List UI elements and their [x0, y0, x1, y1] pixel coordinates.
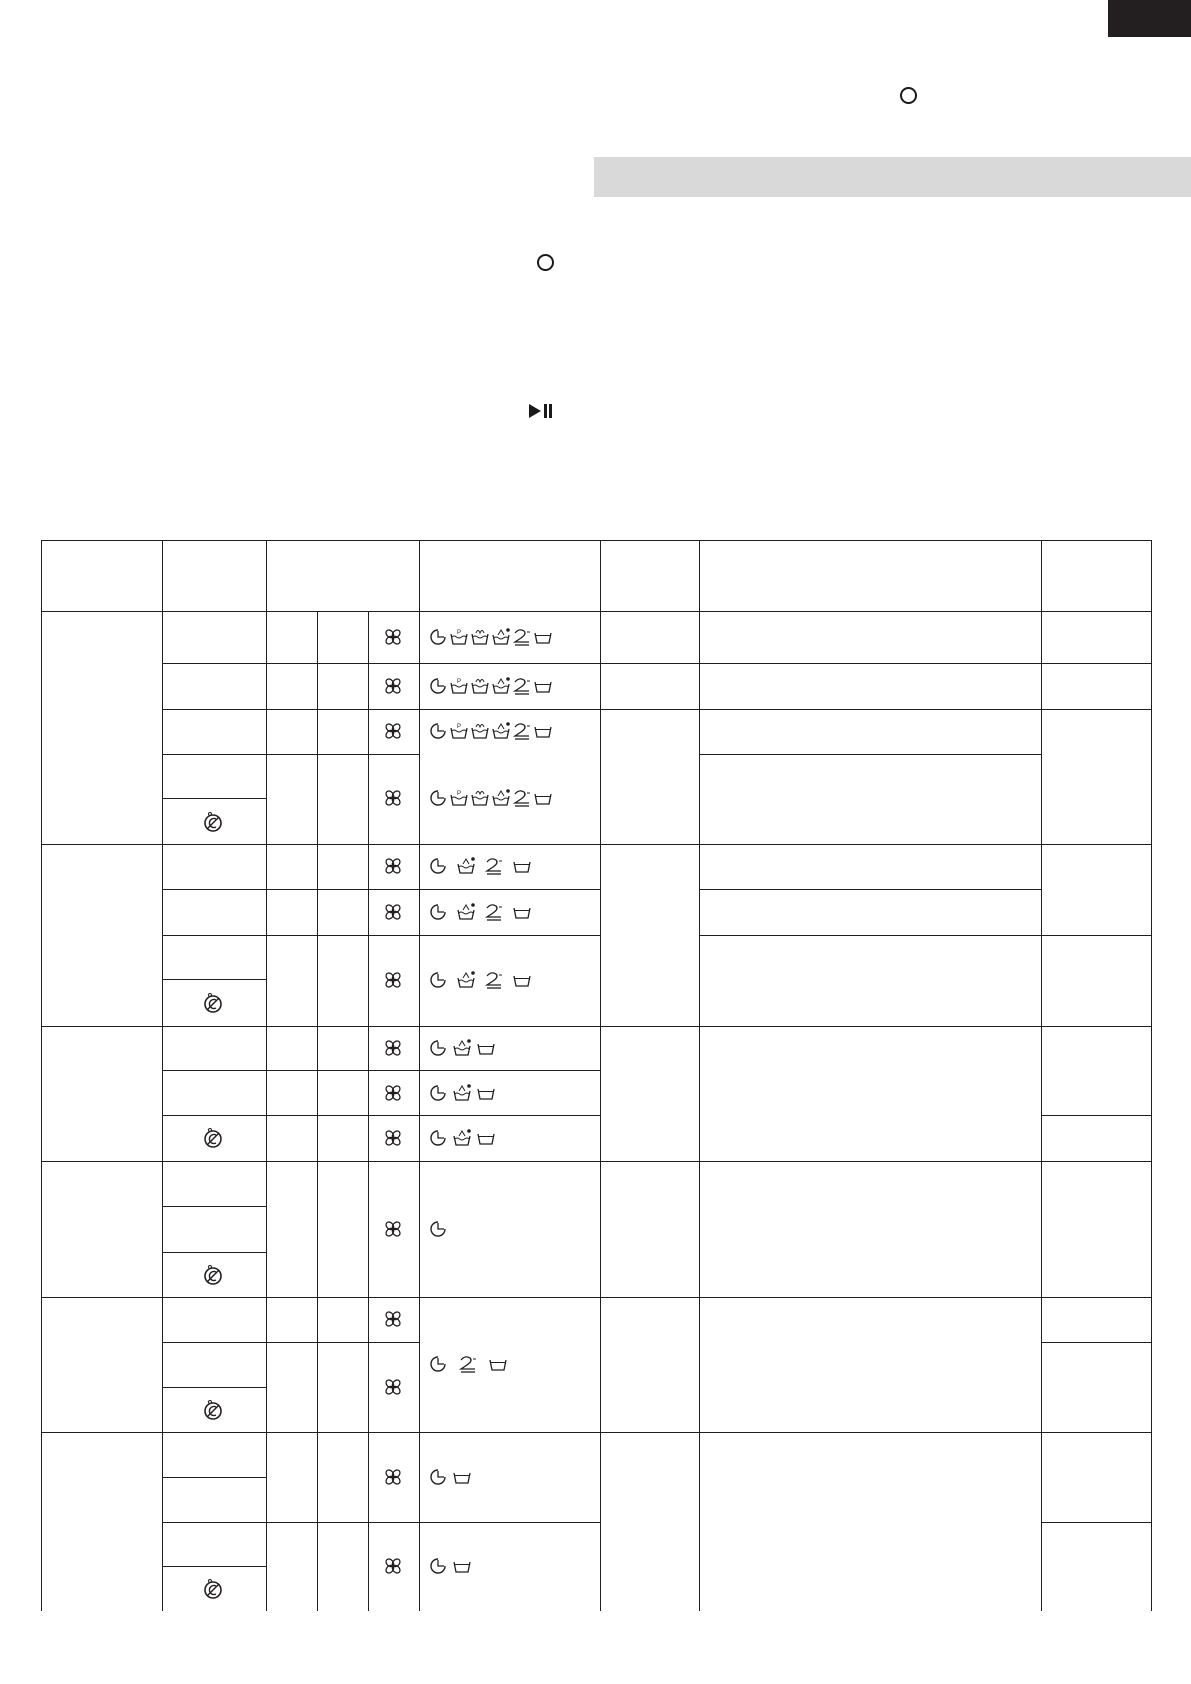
timer-icon [428, 788, 448, 808]
timer-icon [428, 627, 448, 647]
row-rule [699, 935, 1151, 936]
spin-fan-icon [383, 902, 403, 922]
row-rule [162, 1342, 419, 1343]
spin-icon [484, 902, 504, 922]
table-rule [1041, 540, 1042, 1611]
row-rule [162, 663, 600, 664]
table-rule [162, 540, 163, 1611]
rinse-icon [491, 627, 511, 647]
table-rule [600, 540, 601, 1611]
drain-icon [512, 856, 532, 876]
drain-icon [476, 1128, 496, 1148]
timer-icon [428, 1083, 448, 1103]
row-rule [1041, 1115, 1151, 1116]
prewash-icon [449, 676, 469, 696]
no-heat-icon [202, 1127, 224, 1149]
row-rule [162, 754, 419, 755]
spin-icon [484, 970, 504, 990]
drain-icon [476, 1083, 496, 1103]
row-rule [162, 1206, 266, 1207]
spin-icon [484, 856, 504, 876]
table-rule [1151, 540, 1152, 1611]
rinse-icon [452, 1038, 472, 1058]
spin-icon [458, 1354, 478, 1374]
spin-fan-icon [383, 970, 403, 990]
rinse-icon [491, 676, 511, 696]
group-rule [41, 844, 1151, 845]
row-rule [162, 1070, 600, 1071]
table-rule [317, 611, 318, 1611]
spin-fan-icon [383, 676, 403, 696]
row-rule [162, 1115, 600, 1116]
row-rule [1041, 1522, 1151, 1523]
drain-icon [533, 721, 553, 741]
row-rule [162, 798, 266, 799]
group-rule [41, 1161, 1151, 1162]
prewash-icon [449, 627, 469, 647]
timer-icon [428, 1128, 448, 1148]
svg-text:P: P [457, 630, 462, 636]
table-rule [699, 540, 700, 1611]
spin-fan-icon [383, 1038, 403, 1058]
table-rule [266, 540, 267, 1611]
timer-icon [428, 1467, 448, 1487]
main-wash-icon [470, 676, 490, 696]
spin-fan-icon [383, 627, 403, 647]
prewash-icon [449, 788, 469, 808]
drain-icon [452, 1467, 472, 1487]
row-rule [162, 1252, 266, 1253]
svg-text:P: P [457, 791, 462, 797]
timer-icon [428, 856, 448, 876]
table-rule [419, 540, 420, 1611]
no-heat-icon [202, 1399, 224, 1421]
circle-outline-icon [537, 254, 554, 271]
timer-icon [428, 1219, 448, 1239]
no-heat-icon [202, 811, 224, 833]
timer-icon [428, 721, 448, 741]
drain-icon [452, 1556, 472, 1576]
rinse-icon [491, 788, 511, 808]
no-heat-icon [202, 1578, 224, 1600]
spin-fan-icon [383, 1219, 403, 1239]
group-rule [41, 1432, 1151, 1433]
timer-icon [428, 970, 448, 990]
drain-icon [533, 788, 553, 808]
row-rule [699, 889, 1041, 890]
section-heading-bar [594, 157, 1191, 197]
drain-icon [533, 676, 553, 696]
row-rule [162, 1477, 266, 1478]
row-rule [162, 889, 600, 890]
prewash-icon [449, 721, 469, 741]
spin-fan-icon [383, 1556, 403, 1576]
spin-icon [512, 676, 532, 696]
svg-text:P: P [457, 724, 462, 730]
timer-icon [428, 1556, 448, 1576]
no-heat-icon [202, 1264, 224, 1286]
spin-fan-icon [383, 1377, 403, 1397]
main-wash-icon [470, 627, 490, 647]
timer-icon [428, 676, 448, 696]
drain-icon [512, 902, 532, 922]
circle-outline-icon [900, 87, 917, 104]
row-rule [162, 1522, 600, 1523]
rinse-icon [452, 1083, 472, 1103]
no-heat-icon [202, 992, 224, 1014]
drain-icon [533, 627, 553, 647]
row-rule [162, 709, 1151, 710]
table-rule [368, 611, 369, 1611]
svg-text:P: P [457, 679, 462, 685]
spin-fan-icon [383, 1083, 403, 1103]
rinse-icon [452, 1128, 472, 1148]
row-rule [1041, 1342, 1151, 1343]
drain-icon [512, 970, 532, 990]
play-pause-icon [529, 403, 559, 419]
rinse-icon [456, 902, 476, 922]
spin-fan-icon [383, 856, 403, 876]
main-wash-icon [470, 721, 490, 741]
spin-icon [512, 627, 532, 647]
spin-fan-icon [383, 721, 403, 741]
row-rule [162, 979, 266, 980]
table-rule [41, 540, 42, 1611]
rinse-icon [456, 970, 476, 990]
row-rule [162, 1566, 266, 1567]
row-rule [162, 1387, 266, 1388]
spin-fan-icon [383, 1128, 403, 1148]
timer-icon [428, 1354, 448, 1374]
row-rule [699, 754, 1041, 755]
spin-fan-icon [383, 1467, 403, 1487]
drain-icon [488, 1354, 508, 1374]
table-header-rule [41, 611, 1151, 612]
group-rule [41, 1297, 1151, 1298]
timer-icon [428, 902, 448, 922]
group-rule [41, 1026, 1151, 1027]
row-rule [162, 935, 600, 936]
spin-icon [512, 721, 532, 741]
page-tab-marker [1108, 0, 1191, 37]
main-wash-icon [470, 788, 490, 808]
table-top-rule [41, 540, 1151, 541]
spin-fan-icon [383, 788, 403, 808]
rinse-icon [491, 721, 511, 741]
rinse-icon [456, 856, 476, 876]
timer-icon [428, 1038, 448, 1058]
drain-icon [476, 1038, 496, 1058]
spin-fan-icon [383, 1309, 403, 1329]
spin-icon [512, 788, 532, 808]
